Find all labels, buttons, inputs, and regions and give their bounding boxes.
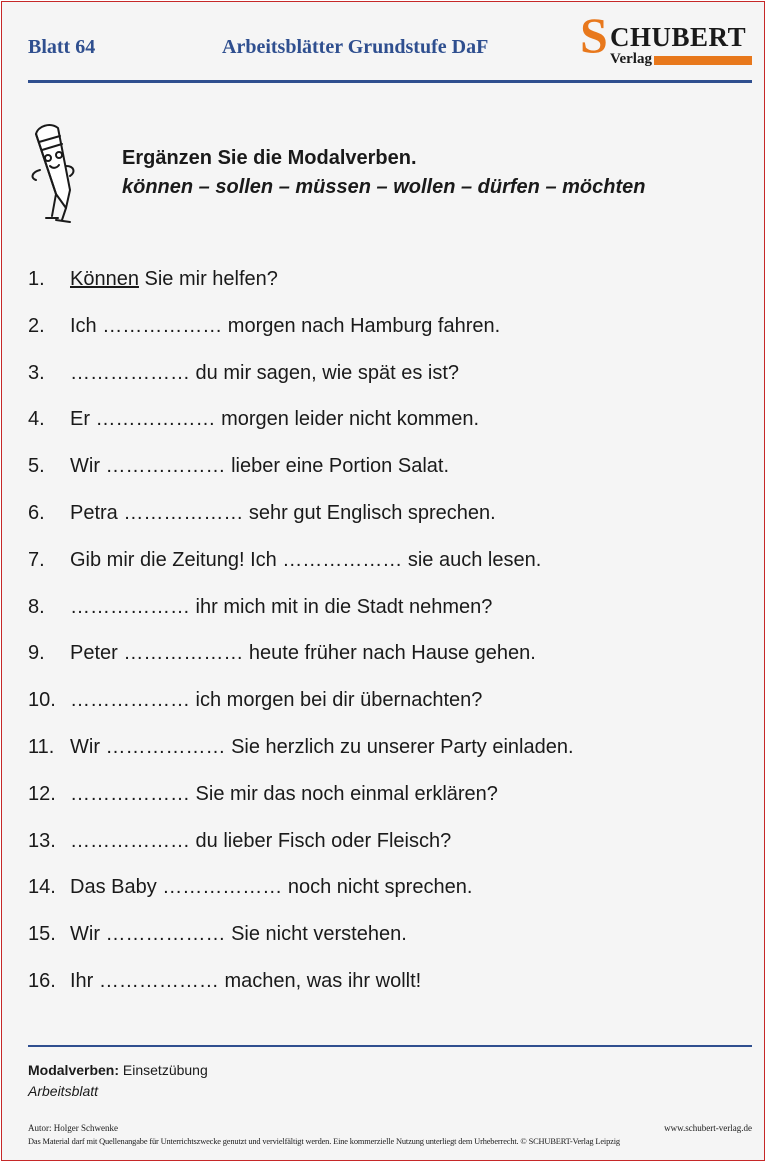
exercise-text: Petra ……………… sehr gut Englisch sprechen. bbox=[70, 501, 496, 524]
header-rule bbox=[28, 80, 752, 83]
exercise-item bbox=[28, 874, 748, 921]
exercise-text: ……………… Sie mir das noch einmal erklären? bbox=[70, 782, 498, 805]
logo-wordmark: CHUBERT bbox=[610, 22, 747, 52]
exercise-text: ……………… ihr mich mit in die Stadt nehmen? bbox=[70, 595, 493, 618]
exercise-number: 5. bbox=[28, 455, 45, 478]
exercise-text: ……………… ich morgen bei dir übernachten? bbox=[70, 689, 483, 712]
footer-subtitle: Arbeitsblatt bbox=[28, 1083, 99, 1099]
exercise-item bbox=[28, 406, 748, 453]
logo-sub: Verlag bbox=[610, 51, 652, 67]
exercise-text: Er ……………… morgen leider nicht kommen. bbox=[70, 408, 480, 431]
exercise-item bbox=[28, 687, 748, 734]
example-answer: Können bbox=[70, 268, 139, 290]
exercise-number: 16. bbox=[28, 969, 56, 992]
exercise-item bbox=[28, 734, 748, 781]
exercise-item bbox=[28, 781, 748, 828]
exercise-item bbox=[28, 594, 748, 641]
publisher-logo: S CHUBERT Verlag bbox=[580, 14, 756, 72]
exercise-number: 13. bbox=[28, 829, 56, 852]
exercise-text: Gib mir die Zeitung! Ich ……………… sie auch lesen. bbox=[70, 548, 542, 571]
exercise-number: 4. bbox=[28, 408, 45, 431]
sheet-number: Blatt 64 bbox=[28, 36, 96, 58]
exercise-text: Sie mir helfen? bbox=[138, 268, 278, 290]
exercise-item bbox=[28, 547, 748, 594]
exercise-text: Wir ……………… lieber eine Portion Salat. bbox=[70, 455, 450, 478]
instruction-title: Ergänzen Sie die Modalverben. bbox=[122, 147, 417, 169]
exercise-text: ……………… du lieber Fisch oder Fleisch? bbox=[70, 829, 452, 852]
exercise-item bbox=[28, 921, 748, 968]
footer-rule bbox=[28, 1045, 752, 1047]
exercise-number: 3. bbox=[28, 361, 45, 384]
footer-url[interactable]: www.schubert-verlag.de bbox=[664, 1123, 752, 1133]
exercise-text: Wir ……………… Sie nicht verstehen. bbox=[70, 923, 407, 946]
exercise-item bbox=[28, 640, 748, 687]
exercise-number: 7. bbox=[28, 548, 45, 571]
exercise-text: ……………… du mir sagen, wie spät es ist? bbox=[70, 361, 460, 384]
footer-legal: Das Material darf mit Quellenangabe für Unterrichtszwecke genutzt und vervielfältigt werden. Eine kommerzielle Nutzung unterliegt dem Urheberrecht. © SCHUBERT-Verlag Leipzig bbox=[28, 1137, 620, 1146]
exercise-number: 15. bbox=[28, 923, 56, 946]
exercise-number: 14. bbox=[28, 876, 56, 899]
logo-bar bbox=[654, 56, 752, 65]
exercise-item bbox=[28, 500, 748, 547]
exercise-text: Ich ……………… morgen nach Hamburg fahren. bbox=[70, 314, 501, 337]
exercise-number: 9. bbox=[28, 642, 45, 665]
exercise-number: 1. bbox=[28, 268, 45, 290]
exercise-number: 11. bbox=[28, 735, 55, 758]
exercise-list bbox=[28, 266, 748, 1015]
exercise-item bbox=[28, 828, 748, 875]
exercise-number: 2. bbox=[28, 314, 45, 337]
exercise-item bbox=[28, 968, 748, 1015]
pencil-icon bbox=[26, 120, 92, 228]
exercise-item bbox=[28, 360, 748, 407]
exercise-number: 10. bbox=[28, 689, 56, 712]
modal-verbs-list: können – sollen – müssen – wollen – dürfen – möchten bbox=[122, 176, 646, 198]
exercise-text: Ihr ……………… machen, was ihr wollt! bbox=[70, 969, 422, 992]
exercise-text: Das Baby ……………… noch nicht sprechen. bbox=[70, 876, 473, 899]
exercise-item bbox=[28, 313, 748, 360]
footer-author: Autor: Holger Schwenke bbox=[28, 1123, 118, 1133]
exercise-text: Peter ……………… heute früher nach Hause gehen. bbox=[70, 642, 536, 665]
exercise-item bbox=[28, 453, 748, 500]
exercise-number: 8. bbox=[28, 595, 45, 618]
exercise-item bbox=[28, 266, 748, 313]
exercise-number: 12. bbox=[28, 782, 56, 805]
exercise-number: 6. bbox=[28, 501, 45, 524]
page-title: Arbeitsblätter Grundstufe DaF bbox=[222, 36, 489, 58]
footer-title: Modalverben: Einsetzübung bbox=[28, 1062, 208, 1078]
exercise-text: Wir ……………… Sie herzlich zu unserer Party einladen. bbox=[70, 735, 574, 758]
